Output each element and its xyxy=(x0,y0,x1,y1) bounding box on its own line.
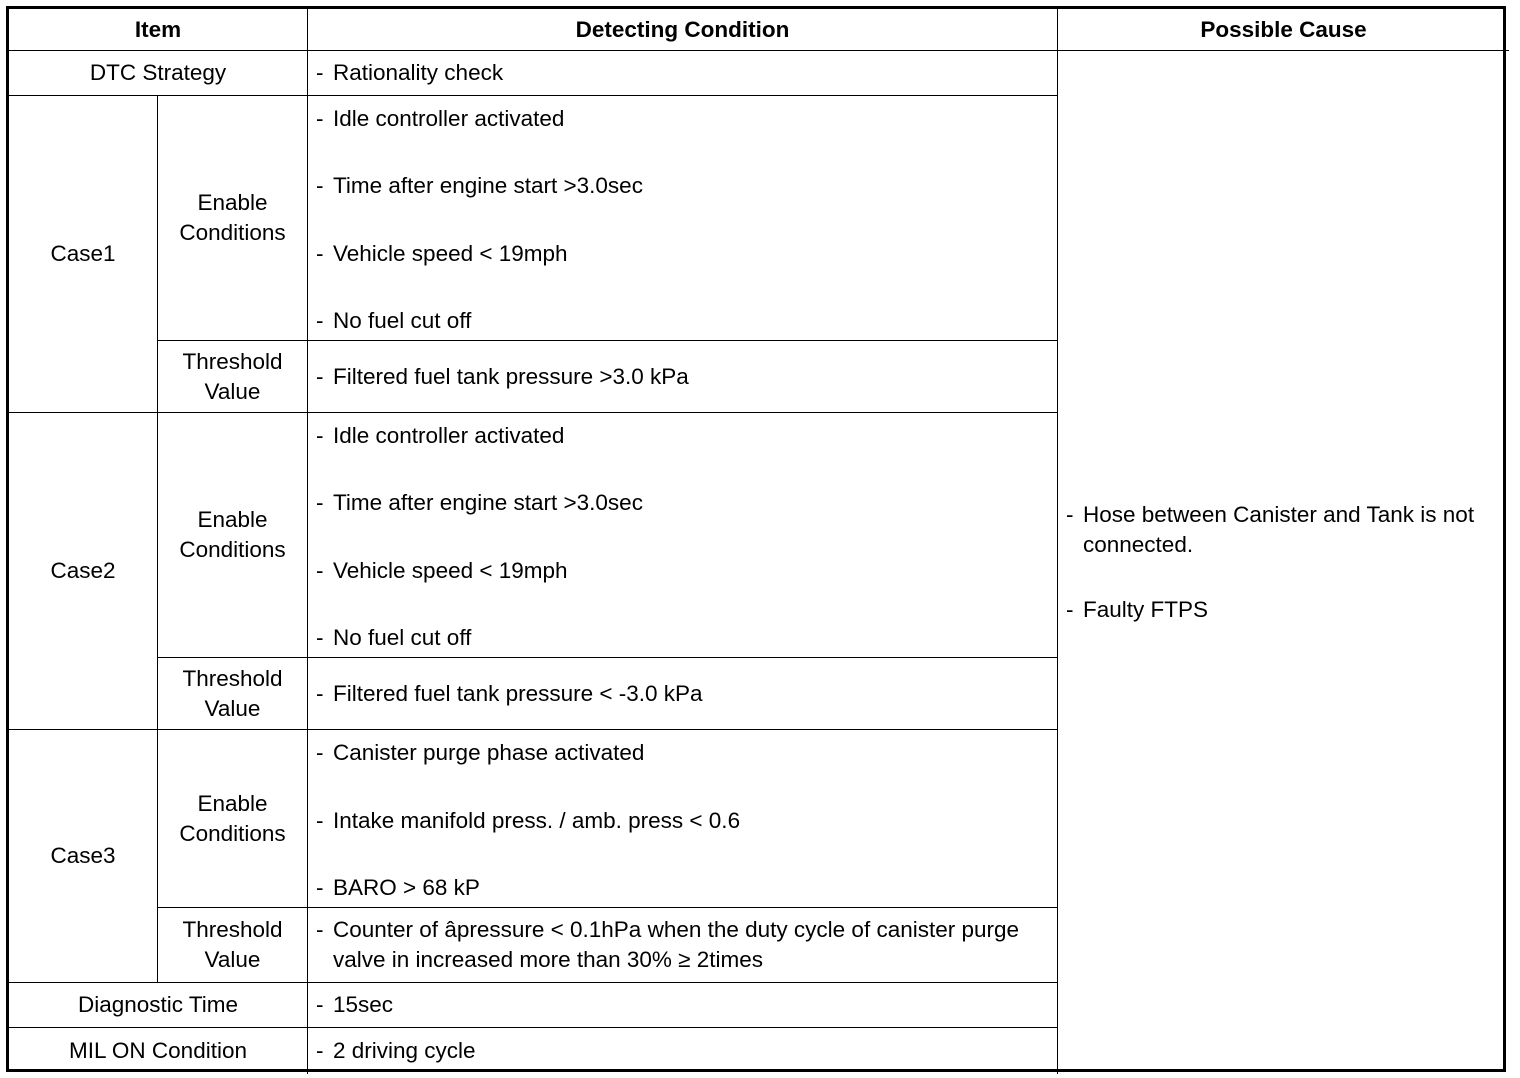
condition-item: - Vehicle speed < 19mph xyxy=(316,557,568,583)
dtc-strategy-label: DTC Strategy xyxy=(9,51,308,96)
case1-enable-conditions xyxy=(308,96,1058,341)
header-detecting-condition: Detecting Condition xyxy=(308,9,1058,51)
cause-item: - Hose between Canister and Tank is not connected. xyxy=(1066,502,1475,557)
possible-cause-cell xyxy=(1058,51,1509,1074)
condition-item: - Time after engine start >3.0sec xyxy=(316,490,643,516)
condition-item: - Canister purge phase activated xyxy=(316,740,645,765)
case1-enable-label: Enable Conditions xyxy=(158,96,308,341)
condition-item: - No fuel cut off xyxy=(316,307,472,333)
condition-item: - Intake manifold press. / amb. press < 0.6 xyxy=(316,807,741,833)
condition-item: - Vehicle speed < 19mph xyxy=(316,240,568,266)
condition-item: - No fuel cut off xyxy=(316,624,472,650)
dtc-table xyxy=(6,6,1506,1072)
condition-item: - Idle controller activated xyxy=(316,106,565,131)
case1-threshold-label: Threshold Value xyxy=(158,341,308,413)
condition-item: - Time after engine start >3.0sec xyxy=(316,173,643,199)
case2-threshold-label: Threshold Value xyxy=(158,658,308,730)
case3-threshold-label: Threshold Value xyxy=(158,908,308,983)
case1-label: Case1 xyxy=(9,96,158,413)
mil-on-condition-value: - 2 driving cycle xyxy=(308,1028,1058,1074)
header-item: Item xyxy=(9,9,308,51)
diagnostic-time-value: - 15sec xyxy=(308,983,1058,1028)
case3-enable-conditions xyxy=(308,730,1058,908)
case2-threshold-value: - Filtered fuel tank pressure < -3.0 kPa xyxy=(308,658,1058,730)
condition-item: - Idle controller activated xyxy=(316,423,565,448)
case3-enable-label: Enable Conditions xyxy=(158,730,308,908)
dtc-strategy-value: - Rationality check xyxy=(308,51,1058,96)
case2-label: Case2 xyxy=(9,413,158,730)
condition-item: - BARO > 68 kP xyxy=(316,875,480,900)
case3-threshold-value: - Counter of âpressure < 0.1hPa when the duty cycle of canister purge valve in increased more than 30% ≥ 2times xyxy=(308,908,1058,983)
cause-item: - Faulty FTPS xyxy=(1066,597,1209,622)
diagnostic-time-label: Diagnostic Time xyxy=(9,983,308,1028)
mil-on-condition-label: MIL ON Condition xyxy=(9,1028,308,1074)
header-possible-cause: Possible Cause xyxy=(1058,9,1509,51)
case2-enable-conditions xyxy=(308,413,1058,658)
case1-threshold-value: - Filtered fuel tank pressure >3.0 kPa xyxy=(308,341,1058,413)
case2-enable-label: Enable Conditions xyxy=(158,413,308,658)
case3-label: Case3 xyxy=(9,730,158,983)
